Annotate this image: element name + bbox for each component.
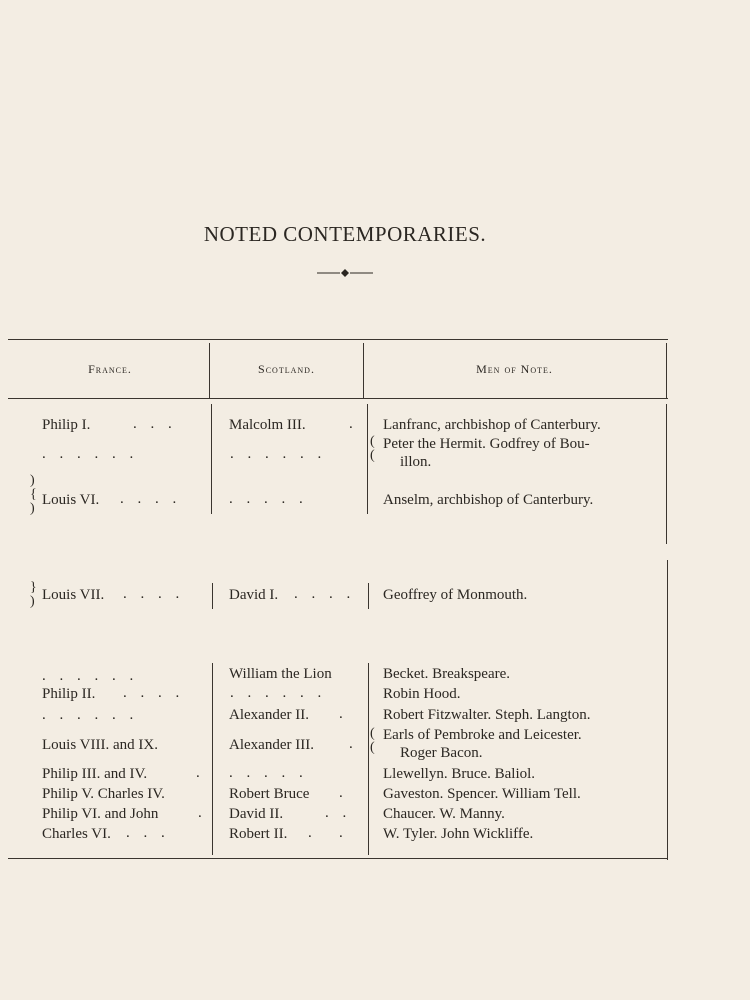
scotland-cell: Robert Bruce: [229, 786, 310, 802]
men-cell: Becket. Breakspeare.: [383, 666, 511, 682]
column-separator: [368, 583, 369, 609]
column-separator: [666, 404, 667, 544]
men-cell: illon.: [400, 454, 432, 470]
france-cell: Philip II.: [42, 686, 96, 702]
men-cell: Chaucer. W. Manny.: [383, 806, 505, 822]
leader-dots: .: [196, 765, 205, 781]
column-separator: [212, 663, 213, 855]
men-cell: Llewellyn. Bruce. Baliol.: [383, 766, 536, 782]
column-separator: [368, 663, 369, 855]
leader-dots: . . . . . .: [230, 446, 327, 462]
scotland-cell: Robert II.: [229, 826, 288, 842]
men-cell: Robin Hood.: [383, 686, 461, 702]
column-separator: [667, 560, 668, 860]
column-header-france: France.: [88, 362, 132, 376]
leader-dots: .: [349, 736, 358, 752]
brace-icon: ( (: [370, 726, 375, 755]
france-cell: Louis VI.: [42, 492, 100, 508]
table-top-rule: [8, 339, 668, 340]
france-cell: Philip I.: [42, 417, 91, 433]
brace-icon: } ): [30, 580, 37, 609]
column-header-scotland: Scotland.: [258, 362, 315, 376]
leader-dots: . .: [325, 805, 352, 821]
leader-dots: . . . . . .: [230, 685, 327, 701]
leader-dots: . . . . . .: [42, 707, 139, 723]
leader-dots: .: [339, 785, 348, 801]
brace-icon: ) { ): [30, 473, 37, 516]
column-separator: [212, 583, 213, 609]
leader-dots: . . . .: [294, 586, 356, 602]
leader-dots: . . . . .: [229, 765, 308, 781]
france-cell: Charles VI.: [42, 826, 111, 842]
leader-dots: .: [339, 825, 348, 841]
men-cell: Robert Fitzwalter. Steph. Langton.: [383, 707, 591, 723]
men-cell: Peter the Hermit. Godfrey of Bou-: [383, 436, 590, 452]
scotland-cell: Alexander II.: [229, 707, 309, 723]
table-header-rule: [8, 398, 668, 399]
leader-dots: .: [198, 805, 207, 821]
france-cell: Philip III. and IV.: [42, 766, 148, 782]
page-title: NOTED CONTEMPORARIES.: [203, 222, 487, 246]
brace-icon: ( (: [370, 434, 375, 463]
leader-dots: . . . .: [123, 685, 185, 701]
leader-dots: . . . . .: [229, 491, 308, 507]
men-cell: Earls of Pembroke and Leicester.: [383, 727, 582, 743]
scotland-cell: David II.: [229, 806, 284, 822]
leader-dots: . . . . . .: [42, 668, 139, 684]
scotland-cell: William the Lion: [229, 666, 332, 682]
leader-dots: .: [339, 706, 348, 722]
france-cell: Philip VI. and John: [42, 806, 159, 822]
column-separator: [211, 404, 212, 514]
leader-dots: .: [349, 416, 358, 432]
men-cell: W. Tyler. John Wickliffe.: [383, 826, 534, 842]
scotland-cell: David I.: [229, 587, 279, 603]
ornament-divider-icon: [317, 267, 373, 279]
leader-dots: . . . .: [123, 586, 185, 602]
france-cell: Philip V. Charles IV.: [42, 786, 165, 802]
table-bottom-rule: [8, 858, 668, 859]
column-separator: [666, 343, 667, 398]
scotland-cell: Alexander III.: [229, 737, 314, 753]
men-cell: Gaveston. Spencer. William Tell.: [383, 786, 581, 802]
men-cell: Geoffrey of Monmouth.: [383, 587, 528, 603]
scotland-cell: Malcolm III.: [229, 417, 306, 433]
france-cell: Louis VIII. and IX.: [42, 737, 158, 753]
men-cell: Anselm, archbishop of Canterbury.: [383, 492, 594, 508]
column-header-men-of-note: Men of Note.: [476, 362, 553, 376]
leader-dots: . . . . . .: [42, 446, 139, 462]
leader-dots: . . .: [126, 825, 170, 841]
leader-dots: .: [308, 825, 317, 841]
leader-dots: . . .: [133, 416, 177, 432]
france-cell: Louis VII.: [42, 587, 105, 603]
men-cell: Roger Bacon.: [400, 745, 483, 761]
column-separator: [367, 404, 368, 514]
men-cell: Lanfranc, archbishop of Canterbury.: [383, 417, 601, 433]
leader-dots: . . . .: [120, 491, 182, 507]
